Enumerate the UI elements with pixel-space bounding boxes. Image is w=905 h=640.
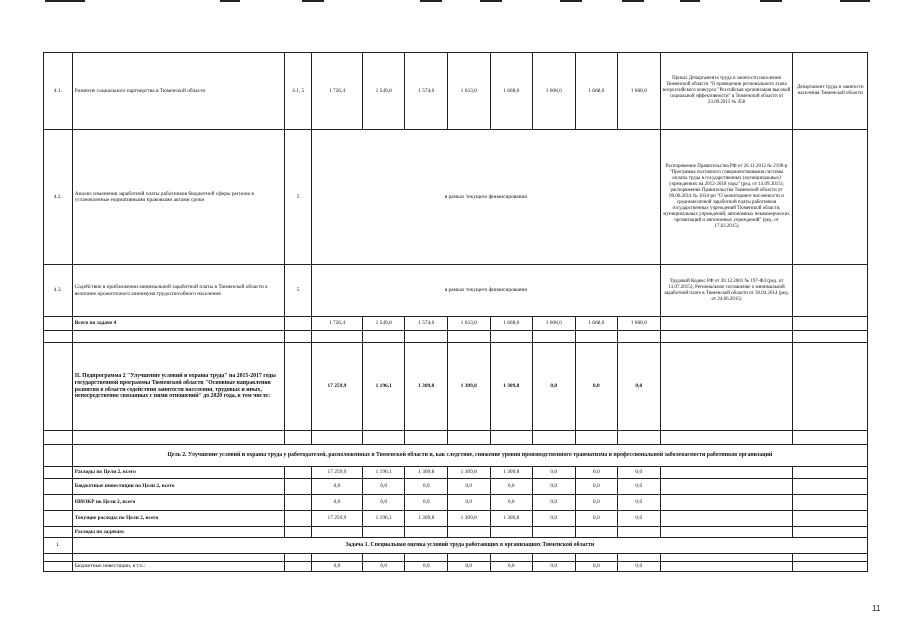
task-title: Задача 1. Специальная оценка условий труда работающих в организациях Тюменской области xyxy=(72,538,867,554)
row-number: 4.1. xyxy=(44,53,73,130)
empty-cell xyxy=(44,562,73,572)
value-cell: 0,0 xyxy=(575,562,618,572)
empty-cell xyxy=(660,495,793,511)
value-cell: 0,0 xyxy=(618,479,661,495)
value-cell: 1 668,0 xyxy=(618,317,661,331)
empty-cell xyxy=(793,495,868,511)
value-cell: 1 309,8 xyxy=(490,467,533,479)
empty-cell xyxy=(793,343,868,431)
value-cell: 1 574,0 xyxy=(405,53,448,130)
value-cell: 17 259,9 xyxy=(311,343,362,431)
empty-cell xyxy=(660,343,793,431)
value-cell: 0,0 xyxy=(362,479,405,495)
responsible-executor xyxy=(793,130,868,265)
value-cell: 1 549,8 xyxy=(362,53,405,130)
empty-cell xyxy=(793,527,868,538)
table-row-total-task-4 xyxy=(44,317,868,331)
empty-cell xyxy=(660,511,793,527)
empty-cell xyxy=(533,431,576,445)
value-cell: 1 668,0 xyxy=(533,317,576,331)
empty-cell xyxy=(447,331,490,343)
empty-cell xyxy=(660,527,793,538)
empty-cell xyxy=(405,554,448,562)
top-edge-line xyxy=(420,0,442,2)
empty-cell xyxy=(575,527,618,538)
row-label: Расходы по Цели 2, всего xyxy=(72,467,285,479)
empty-cell xyxy=(362,527,405,538)
empty-cell xyxy=(447,527,490,538)
empty-cell xyxy=(447,554,490,562)
empty-cell xyxy=(618,554,661,562)
top-edge-line xyxy=(760,0,782,2)
empty-cell xyxy=(575,431,618,445)
total-label: Всего по задаче 4 xyxy=(72,317,285,331)
empty-cell xyxy=(618,331,661,343)
empty-cell xyxy=(793,467,868,479)
table-row-current-expenses xyxy=(44,511,868,527)
value-cell: 0,0 xyxy=(311,562,362,572)
top-edge-line xyxy=(840,0,870,2)
value-cell: 1 668,0 xyxy=(575,317,618,331)
value-cell: 1 668,0 xyxy=(575,53,618,130)
empty-cell xyxy=(285,511,312,527)
empty-cell xyxy=(44,445,73,467)
table-row-4-1 xyxy=(44,53,868,130)
empty-cell xyxy=(44,331,73,343)
empty-cell xyxy=(660,554,793,562)
value-cell: 1 668,0 xyxy=(618,53,661,130)
empty-cell xyxy=(72,331,285,343)
value-cell: 0,0 xyxy=(405,562,448,572)
top-edge-line xyxy=(480,0,502,2)
legal-document: Распоряжение Правительства РФ от 26.11.2012 № 2190-р "Программа поэтапного совершенствования системы оплаты труда в государственных (муниципальных) учреждениях на 2012-2018 годы" (ред. от 14.09.2015); распоряжение Правительства Тюменской области от 09.06.2014 № 1034-рп "О мониторинге численности и среднемесячной заработной платы работников государственных учреждений Тюменской области, муниципальных учреждений, автономных некоммерческих организаций и автономных учреждений" (ред. от 17.03.2015) xyxy=(660,130,793,265)
measure-name: Анализ изменения заработной платы работников бюджетной сферы региона в установленные нормативными правовыми актами сроки xyxy=(72,130,285,265)
empty-cell xyxy=(285,331,312,343)
financing-note: в рамках текущего финансирования xyxy=(311,265,660,317)
value-cell: 1 668,0 xyxy=(533,53,576,130)
top-edge-line xyxy=(220,0,240,2)
empty-cell xyxy=(660,317,793,331)
value-cell: 1 726,4 xyxy=(311,317,362,331)
value-cell: 0,0 xyxy=(618,495,661,511)
row-label: Бюджетные инвестиции, в т.ч.: xyxy=(72,562,285,572)
row-number: 4.2. xyxy=(44,130,73,265)
empty-cell xyxy=(447,431,490,445)
value-cell: 0,0 xyxy=(618,343,661,431)
empty-cell xyxy=(44,479,73,495)
value-cell: 1 633,0 xyxy=(447,317,490,331)
value-cell: 0,0 xyxy=(575,467,618,479)
empty-cell xyxy=(618,431,661,445)
table-row-expenses-goal-2 xyxy=(44,467,868,479)
value-cell: 1 309,8 xyxy=(490,511,533,527)
empty-cell xyxy=(533,527,576,538)
empty-cell xyxy=(660,479,793,495)
program-table xyxy=(43,52,868,572)
table-row-4-2 xyxy=(44,130,868,265)
value-cell: 1 309,8 xyxy=(447,343,490,431)
empty-cell xyxy=(72,431,285,445)
subprogram-title: II. Подпрограмма 2 "Улучшение условий и охраны труда" на 2015-2017 годы государственной программы Тюменской области "Основные направления развития в области содействия занятости населения, трудовых и иных, непосредственно связанных с ними отношений" до 2020 года, в том числе: xyxy=(72,343,285,431)
empty-cell xyxy=(362,431,405,445)
empty-cell xyxy=(44,527,73,538)
table-row-subprogram-2 xyxy=(44,343,868,431)
value-cell: 0,0 xyxy=(618,511,661,527)
empty-cell xyxy=(285,317,312,331)
value-cell: 1 196,1 xyxy=(362,467,405,479)
financing-note: в рамках текущего финансирования xyxy=(311,130,660,265)
empty-cell xyxy=(793,562,868,572)
value-cell: 0,0 xyxy=(405,495,448,511)
value-cell: 0,0 xyxy=(575,495,618,511)
legal-document: Трудовой Кодекс РФ от 30.12.2001 № 197-ФЗ (ред. от 13.07.2015); Региональное соглашение о минимальной заработной плате в Тюменской области от 30.04.2014 (ред. от 24.06.2015) xyxy=(660,265,793,317)
empty-cell xyxy=(362,554,405,562)
empty-cell xyxy=(285,431,312,445)
value-cell: 0,0 xyxy=(533,511,576,527)
table-row-budget-investments xyxy=(44,479,868,495)
table-row-expenses-by-tasks xyxy=(44,527,868,538)
top-edge-line xyxy=(45,0,85,2)
task-ref: 5 xyxy=(285,265,312,317)
value-cell: 0,0 xyxy=(533,343,576,431)
legal-document: Приказ Департамента труда и занятости населения Тюменской области "О проведении регионального этапа всероссийского конкурса "Российская организация высокой социальной эффективности" в Тюменской области от 23.09.2015 № 458 xyxy=(660,53,793,130)
empty-cell xyxy=(311,331,362,343)
empty-cell xyxy=(285,479,312,495)
row-label: НИОКР по Цели 2, всего xyxy=(72,495,285,511)
value-cell: 17 259,9 xyxy=(311,467,362,479)
goal-title: Цель 2. Улучшение условий и охраны труда у работодателей, расположенных в Тюменской области и, как следствие, снижение уровня производственного травматизма и профессиональной заболеваемости работников организаций xyxy=(72,445,867,467)
value-cell: 0,0 xyxy=(618,467,661,479)
value-cell: 1 574,0 xyxy=(405,317,448,331)
value-cell: 1 309,8 xyxy=(405,511,448,527)
value-cell: 17 259,9 xyxy=(311,511,362,527)
empty-cell xyxy=(490,527,533,538)
empty-cell xyxy=(311,431,362,445)
row-label: Расходы по задачам: xyxy=(72,527,285,538)
empty-cell xyxy=(44,317,73,331)
empty-cell xyxy=(44,554,73,562)
empty-cell xyxy=(660,562,793,572)
value-cell: 1 196,1 xyxy=(362,343,405,431)
value-cell: 1 549,8 xyxy=(362,317,405,331)
table-row-spacer xyxy=(44,431,868,445)
empty-cell xyxy=(405,331,448,343)
value-cell: 1 309,8 xyxy=(405,467,448,479)
empty-cell xyxy=(490,331,533,343)
value-cell: 0,0 xyxy=(490,562,533,572)
value-cell: 1 309,8 xyxy=(405,343,448,431)
table-row-niokr xyxy=(44,495,868,511)
empty-cell xyxy=(285,343,312,431)
row-number: 4.3. xyxy=(44,265,73,317)
empty-cell xyxy=(44,495,73,511)
empty-cell xyxy=(660,431,793,445)
value-cell: 0,0 xyxy=(405,479,448,495)
top-edge-line xyxy=(680,0,700,2)
value-cell: 0,0 xyxy=(311,495,362,511)
empty-cell xyxy=(793,511,868,527)
value-cell: 0,0 xyxy=(447,479,490,495)
empty-cell xyxy=(533,554,576,562)
empty-cell xyxy=(533,331,576,343)
empty-cell xyxy=(490,431,533,445)
value-cell: 1 668,0 xyxy=(490,53,533,130)
empty-cell xyxy=(285,495,312,511)
empty-cell xyxy=(311,527,362,538)
value-cell: 0,0 xyxy=(575,511,618,527)
empty-cell xyxy=(575,554,618,562)
empty-cell xyxy=(362,331,405,343)
value-cell: 0,0 xyxy=(533,562,576,572)
value-cell: 1 309,8 xyxy=(490,343,533,431)
table-row-spacer xyxy=(44,554,868,562)
page-number: 11 xyxy=(872,604,881,613)
table-row-task-1 xyxy=(44,538,868,554)
empty-cell xyxy=(72,554,285,562)
table-row-budget-investments-incl xyxy=(44,562,868,572)
empty-cell xyxy=(405,431,448,445)
value-cell: 0,0 xyxy=(447,562,490,572)
top-edge-line xyxy=(560,0,582,2)
responsible-executor xyxy=(793,265,868,317)
value-cell: 0,0 xyxy=(618,562,661,572)
empty-cell xyxy=(44,343,73,431)
empty-cell xyxy=(44,467,73,479)
value-cell: 0,0 xyxy=(311,479,362,495)
task-ref: 4.1, 5 xyxy=(285,53,312,130)
value-cell: 0,0 xyxy=(533,479,576,495)
empty-cell xyxy=(793,479,868,495)
value-cell: 0,0 xyxy=(575,479,618,495)
empty-cell xyxy=(285,527,312,538)
value-cell: 1 196,1 xyxy=(362,511,405,527)
measure-name: Развитие социального партнерства в Тюменской области xyxy=(72,53,285,130)
table-row-goal-2 xyxy=(44,445,868,467)
row-label: Текущие расходы по Цели 2, всего xyxy=(72,511,285,527)
table-row-spacer xyxy=(44,331,868,343)
value-cell: 1 309,8 xyxy=(447,467,490,479)
row-label: Бюджетные инвестиции по Цели 2, всего xyxy=(72,479,285,495)
top-edge-line xyxy=(302,0,324,2)
row-number: 1. xyxy=(44,538,73,554)
value-cell: 1 633,0 xyxy=(447,53,490,130)
empty-cell xyxy=(793,554,868,562)
empty-cell xyxy=(793,317,868,331)
value-cell: 0,0 xyxy=(533,467,576,479)
empty-cell xyxy=(660,467,793,479)
value-cell: 1 726,4 xyxy=(311,53,362,130)
measure-name: Содействие в приближении минимальной заработной платы в Тюменской области к величине прожиточного минимума трудоспособного населения xyxy=(72,265,285,317)
empty-cell xyxy=(285,562,312,572)
empty-cell xyxy=(285,554,312,562)
value-cell: 0,0 xyxy=(490,479,533,495)
value-cell: 0,0 xyxy=(533,495,576,511)
value-cell: 0,0 xyxy=(575,343,618,431)
value-cell: 1 668,0 xyxy=(490,317,533,331)
empty-cell xyxy=(575,331,618,343)
empty-cell xyxy=(490,554,533,562)
value-cell: 1 309,8 xyxy=(447,511,490,527)
empty-cell xyxy=(311,554,362,562)
empty-cell xyxy=(405,527,448,538)
empty-cell xyxy=(660,331,793,343)
empty-cell xyxy=(44,431,73,445)
value-cell: 0,0 xyxy=(490,495,533,511)
empty-cell xyxy=(618,527,661,538)
empty-cell xyxy=(285,467,312,479)
value-cell: 0,0 xyxy=(362,495,405,511)
empty-cell xyxy=(44,511,73,527)
value-cell: 0,0 xyxy=(362,562,405,572)
empty-cell xyxy=(793,431,868,445)
value-cell: 0,0 xyxy=(447,495,490,511)
table-row-4-3 xyxy=(44,265,868,317)
top-edge-line xyxy=(622,0,644,2)
task-ref: 5 xyxy=(285,130,312,265)
responsible-executor: Департамент труда и занятости населения Тюменской области xyxy=(793,53,868,130)
empty-cell xyxy=(793,331,868,343)
